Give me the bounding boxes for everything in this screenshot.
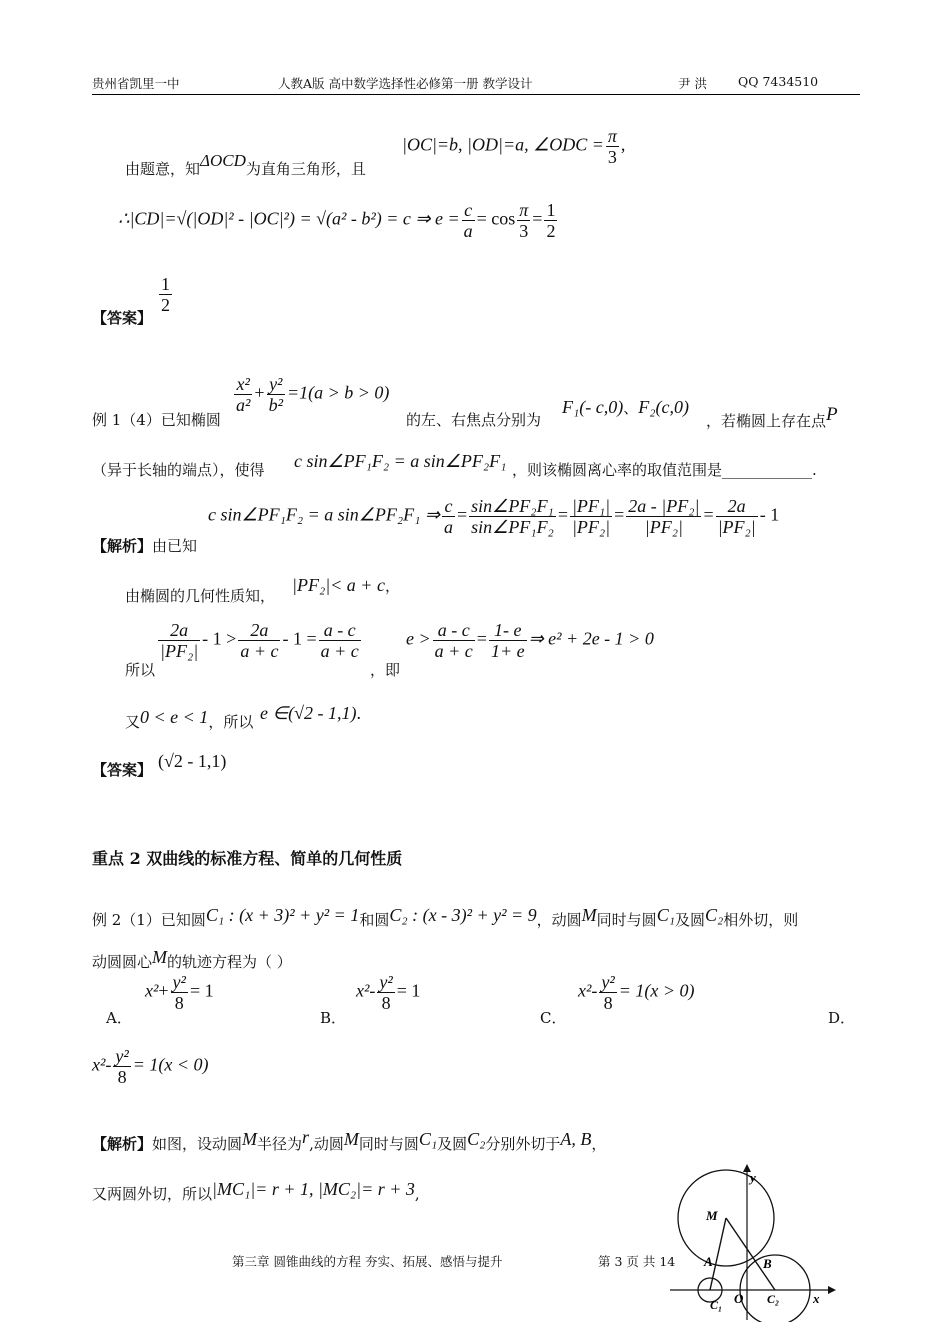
option-a-label[interactable]: A． [106,1009,132,1027]
example1-e-ineq: e > $\frac{a - c}{a + c}$ = $\frac{1- e}{1+ e}$ ⇒ e² + 2e - 1 > 0 [406,620,654,661]
header-qq: QQ 7434510 [738,74,819,89]
header-book: 人教A版 高中数学选择性必修第一册 教学设计 [278,76,533,91]
example1-ellipse: $\frac{\text{x²}}{\text{a²}}$ + $\frac{\text{y²}}{\text{b²}}$ =1(a > b > 0) [236,374,390,415]
section2-title: 重点 2 双曲线的标准方程、简单的几何性质 [92,849,403,868]
circle-c2 [740,1255,810,1322]
option-a[interactable]: x²+ $\frac{\text{y²}}{8}$ = 1 [145,972,214,1013]
example1-geo-ineq: |PF₂|< a + c， [292,575,400,595]
example1-ji: ，即 [370,661,401,679]
block1-condition: |OC|=b, |OD|=a, ∠ODC = $\frac{\pi}{3}$ , [402,126,626,167]
example1-result: e ∈(√2 - 1,1). [260,703,362,723]
page-header [92,72,860,95]
answer1-value: $\frac{1}{2}$ [161,274,170,315]
figure-o-label: O [734,1291,744,1306]
figure-c1-label: C₁ [710,1298,723,1312]
example1-so-expr: $\frac{2a}{\text{|PF₂|}}$ - 1 > $\frac{2a}{a + c}$ - 1 = $\frac{a - c}{a + c}$ [160,620,359,661]
example1-geo-text: 由椭圆的几何性质知， [125,587,276,605]
example1-line2-end: ，则该椭圆离心率的取值范围是____________. [512,461,817,479]
example2-solution: 【解析】如图，设动圆M半径为r,动圆M同时与圆C₁及圆C₂分别外切于A, B， [92,1127,607,1153]
example1-exists: ，若椭圆上存在点P [706,404,838,430]
option-b[interactable]: x²- $\frac{\text{y²}}{8}$ = 1 [356,972,421,1013]
option-b-label[interactable]: B． [320,1009,347,1027]
option-c-label[interactable]: C． [540,1009,567,1027]
example1-solution-eq: c sin∠PF₁F₂ = a sin∠PF₂F₁ ⇒ $\frac{c}{a}$ = $\frac{\text{sin∠PF₂F₁}}{\text{sin∠PF₁F₂}}$ = $\frac{\text{|PF₁|}}{\text{|PF₂|}}$ = $\frac{\text{2a - |PF₂|}}{\text{|PF₂|}}$ = $\frac{2a}{\text{|PF₂|}}$ - 1 [208,496,780,537]
figure-c2-label: C₂ [767,1292,780,1306]
header-school: 贵州省凯里一中 [92,76,180,91]
example1-solution-label: 【解析】由已知 [92,537,198,555]
example2-line1: 例 2（1）已知圆C₁ : (x + 3)² + y² = 1和圆C₂ : (x - 3)² + y² = 9，动圆M同时与圆C₁及圆C₂相外切，则 [92,905,799,929]
answer1-label: 【答案】 [92,309,153,327]
example1-answer-label: 【答案】 [92,761,153,779]
example1-cond2: c sin∠PF₁F₂ = a sin∠PF₂F₁ [294,451,507,471]
example2-line2: 动圆圆心M的轨迹方程为（ ） [92,947,292,971]
header-author: 尹 洪 [678,76,707,91]
example1-also: 又0 < e < 1，所以 [125,707,254,731]
block1-derivation: ∴|CD|=√(|OD|² - |OC|²) = √(a² - b²) = c ⇒ e = $\frac{c}{a}$ = cos $\frac{\pi}{3}$ = $\frac{1}{2}$ [118,200,556,241]
figure-y-label: y [750,1170,756,1185]
block1-intro: 由题意，知ΔOCD为直角三角形，且 [125,151,366,178]
segment-mc2 [726,1218,775,1290]
example1-foci: F₁(- c,0)、F₂(c,0) [562,397,689,417]
option-c[interactable]: x²- $\frac{\text{y²}}{8}$ = 1(x > 0) [578,972,695,1013]
figure-a-label: A [704,1254,713,1269]
figure-m-label: M [706,1208,718,1223]
footer-chapter: 第三章 圆锥曲线的方程 夯实、拓展、感悟与提升 [232,1254,503,1269]
footer-page: 第 3 页 共 14 [598,1254,676,1269]
example1-so-text: 所以 [125,661,156,679]
example1-foci-text: 的左、右焦点分别为 [406,411,542,429]
option-d[interactable]: x²- $\frac{\text{y²}}{8}$ = 1(x < 0) [92,1046,209,1087]
example1-line2: （异于长轴的端点），使得 [92,461,265,479]
circles-figure [670,1162,840,1322]
example1-answer-value: (√2 - 1,1) [158,751,227,771]
figure-x-label: x [813,1291,820,1306]
example1-prefix: 例 1（4）已知椭圆 [92,411,221,429]
option-d-label[interactable]: D． [828,1009,856,1027]
x-axis-arrow [828,1286,836,1294]
example2-line3: 又两圆外切，所以|MC₁|= r + 1, |MC₂|= r + 3, [92,1179,420,1203]
figure-b-label: B [763,1256,772,1271]
